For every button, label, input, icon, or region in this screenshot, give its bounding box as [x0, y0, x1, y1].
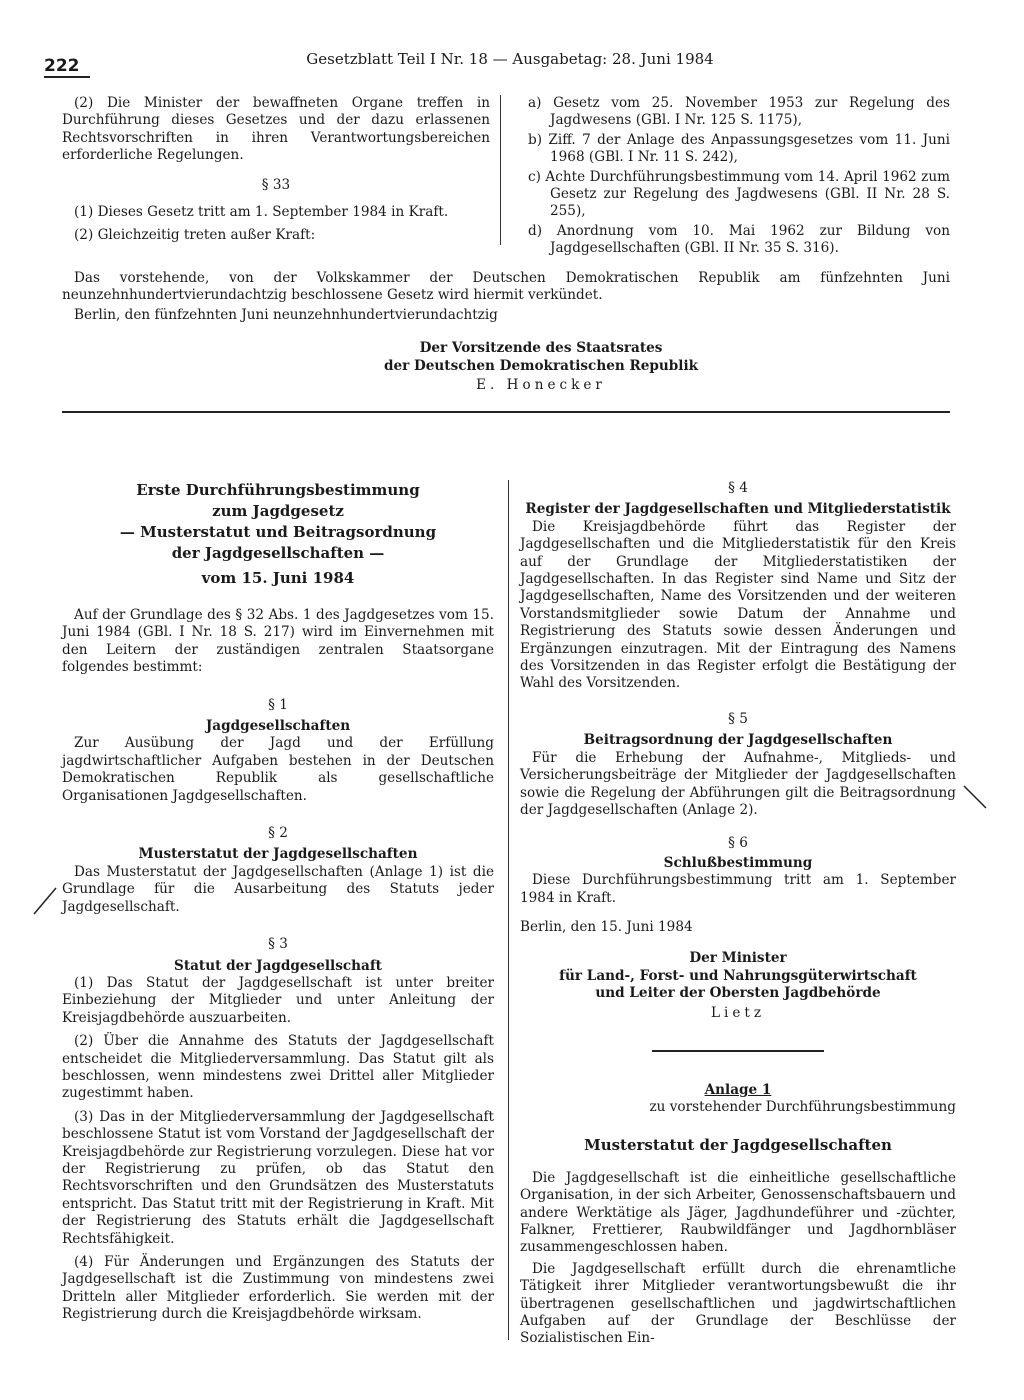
section-2-heading: Musterstatut der Jagdgesellschaften	[138, 846, 418, 863]
repeal-item-b: b) Ziff. 7 der Anlage des Anpassungsgesetzes vom 11. Juni 1968 (GBl. I Nr. 11 S. 242),	[528, 131, 950, 166]
annex-para-2: Die Jagdgesellschaft erfüllt durch die ehrenamtliche Tätigkeit ihrer Mitglieder verantwortungsbewußt die ihr übertragenen gesellschaftlichen und jagdwirtschaftlichen Aufgaben auf der Grundlage der Beschlüsse der Sozialistischen Ein-	[520, 1260, 956, 1347]
ordinance-title-3: — Musterstatut und Beitragsordnung	[119, 523, 437, 541]
signer-name: E. Honecker	[476, 377, 606, 394]
annex-rule	[652, 1050, 824, 1052]
section-4-heading: Register der Jagdgesellschaften und Mitgliederstatistik	[525, 501, 951, 518]
section-5-number: § 5	[728, 710, 748, 727]
section-33-para-2: (2) Gleichzeitig treten außer Kraft:	[74, 227, 316, 244]
annex-label: Anlage 1	[704, 1081, 772, 1098]
section-3-number: § 3	[268, 936, 288, 953]
section-2-number: § 2	[268, 825, 288, 842]
section-33-para-1: (1) Dieses Gesetz tritt am 1. September 1984 in Kraft.	[74, 204, 449, 221]
paragraph-2: (2) Die Minister der bewaffneten Organe treffen in Durchführung dieses Gesetzes und der dazu erlassenen Rechtsvorschriften in ihren Verantwortungsbereichen erforderliche Regelungen.	[62, 95, 490, 164]
promulgation-block	[62, 270, 950, 394]
ordinance-place-date: Berlin, den 15. Juni 1984	[520, 918, 693, 935]
section-3-para-3: (3) Das in der Mitgliederversammlung der Jagdgesellschaft beschlossene Statut ist vom Vorstand der Jagdgesellschaft der Kreisjagdbehörde zur Registrierung vorzulegen. Diese hat vor der Registrierung zu prüfen, ob das Statut den Rechtsvorschriften und den Grundsätzen des Musterstatuts entspricht. Das Statut tritt mit der Registrierung in Kraft. Mit der Registrierung des Statuts erhält die Jagdgesellschaft Rechtsfähigkeit.	[62, 1108, 494, 1247]
section-33-number: § 33	[261, 176, 291, 193]
section-6-number: § 6	[728, 835, 748, 852]
top-left-column	[62, 95, 490, 245]
ordinance-date: vom 15. Juni 1984	[201, 569, 355, 587]
repeal-item-a: a) Gesetz vom 25. November 1953 zur Regelung des Jagdwesens (GBl. I Nr. 125 S. 1175),	[528, 95, 950, 129]
lower-left-column	[62, 480, 494, 1324]
top-column-divider	[500, 95, 501, 245]
minister-name: Lietz	[710, 1004, 766, 1021]
minister-title-2: für Land-, Forst- und Nahrungsgüterwirtschaft	[559, 967, 917, 984]
section-3-para-4: (4) Für Änderungen und Ergänzungen des Statuts der Jagdgesellschaft ist die Zustimmung von mindestens zwei Dritteln aller Mitglieder erforderlich. Sie werden mit der Registrierung durch die Kreisjagdbehörde wirksam.	[62, 1254, 494, 1323]
repeal-item-d: d) Anordnung vom 10. Mai 1962 zur Bildung von Jagdgesellschaften (GBl. II Nr. 35 S. 316).	[528, 222, 950, 257]
section-3-heading: Statut der Jagdgesellschaft	[174, 957, 382, 974]
minister-title-3: und Leiter der Obersten Jagdbehörde	[595, 985, 881, 1002]
promulgation-text: Das vorstehende, von der Volkskammer der Deutschen Demokratischen Republik am fünfzehnten Juni neunzehnhundertvierundachtzig beschlossene Gesetz wird hiermit verkündet.	[62, 270, 950, 304]
section-separator	[62, 411, 950, 413]
section-6-heading: Schlußbestimmung	[663, 854, 813, 871]
ordinance-title-1: Erste Durchführungsbestimmung	[136, 481, 420, 499]
margin-pen-mark-right	[960, 782, 990, 812]
annex-title: Musterstatut der Jagdgesellschaften	[584, 1135, 892, 1154]
promulgation-place-date: Berlin, den fünfzehnten Juni neunzehnhundertvierundachtzig	[74, 306, 498, 323]
running-title: Gesetzblatt Teil I Nr. 18 — Ausgabetag: 28. Juni 1984	[306, 50, 714, 68]
top-right-column	[528, 95, 950, 258]
ordinance-title-4: der Jagdgesellschaften —	[171, 544, 385, 562]
preamble: Auf der Grundlage des § 32 Abs. 1 des Jagdgesetzes vom 15. Juni 1984 (GBl. I Nr. 18 S. 217) wird im Einvernehmen mit den Leitern der zuständigen zentralen Staatsorgane folgendes bestimmt:	[62, 607, 494, 676]
section-6-text: Diese Durchführungsbestimmung tritt am 1. September 1984 in Kraft.	[520, 872, 956, 906]
repeal-item-c: c) Achte Durchführungsbestimmung vom 14. April 1962 zum Gesetz zur Regelung des Jagdwesens (GBl. II Nr. 28 S. 255),	[528, 168, 950, 220]
minister-title-1: Der Minister	[689, 950, 787, 967]
signer-title-2: der Deutschen Demokratischen Republik	[383, 357, 699, 374]
section-4-text: Die Kreisjagdbehörde führt das Register der Jagdgesellschaften und die Mitgliederstatistik für den Kreis auf der Grundlage der Mitgliederstatistiken der Jagdgesellschaften. In das Register sind Name und Sitz der Jagdgesellschaften, Name des Vorsitzenden und der weiteren Vorstandsmitglieder sowie Datum der Annahme und Registrierung des Statuts sowie dessen Änderungen und Ergänzungen einzutragen. Mit der Eintragung des Namens des Vorsitzenden in das Register erfolgt die Bestätigung der Wahl des Vorsitzenden.	[520, 518, 956, 692]
lower-column-divider	[508, 480, 509, 1340]
section-5-text: Für die Erhebung der Aufnahme-, Mitglieds- und Versicherungsbeiträge der Mitglieder der Jagdgesellschaften sowie die Regelung der Abführungen gilt die Beitragsordnung der Jagdgesellschaften (Anlage 2).	[520, 749, 956, 818]
section-3-para-1: (1) Das Statut der Jagdgesellschaft ist unter breiter Einbeziehung der Mitglieder und unter Anleitung der Kreisjagdbehörde auszuarbeiten.	[62, 974, 494, 1026]
ordinance-title-2: zum Jagdgesetz	[212, 502, 344, 520]
lower-right-column	[520, 480, 956, 1348]
signer-title-1: Der Vorsitzende des Staatsrates	[419, 340, 663, 357]
section-1-text: Zur Ausübung der Jagd und der Erfüllung jagdwirtschaftlicher Aufgaben bestehen in der Deutschen Demokratischen Republik als gesellschaftliche Organisationen Jagdgesellschaften.	[62, 735, 494, 804]
section-1-heading: Jagdgesellschaften	[205, 718, 351, 735]
section-1-number: § 1	[268, 696, 288, 713]
header-rule	[44, 76, 90, 78]
margin-pen-mark-left	[30, 884, 60, 920]
section-3-para-2: (2) Über die Annahme des Statuts der Jagdgesellschaft entscheidet die Mitgliederversammlung. Das Statut gilt als beschlossen, wenn mindestens zwei Drittel aller Mitglieder zugestimmt haben.	[62, 1033, 494, 1102]
section-5-heading: Beitragsordnung der Jagdgesellschaften	[583, 732, 893, 749]
annex-para-1: Die Jagdgesellschaft ist die einheitliche gesellschaftliche Organisation, in der sich Arbeiter, Genossenschaftsbauern und andere Werktätige als Jäger, Jagdhundeführer und -züchter, Falkner, Frettierer, Raubwildfänger und Jagdhornbläser zusammengeschlossen haben.	[520, 1169, 956, 1256]
section-4-number: § 4	[728, 480, 748, 496]
page-number: 222	[44, 56, 80, 76]
annex-subtitle: zu vorstehender Durchführungsbestimmung	[649, 1099, 956, 1116]
section-2-text: Das Musterstatut der Jagdgesellschaften (Anlage 1) ist die Grundlage für die Ausarbeitung des Statuts jeder Jagdgesellschaft.	[62, 863, 494, 915]
